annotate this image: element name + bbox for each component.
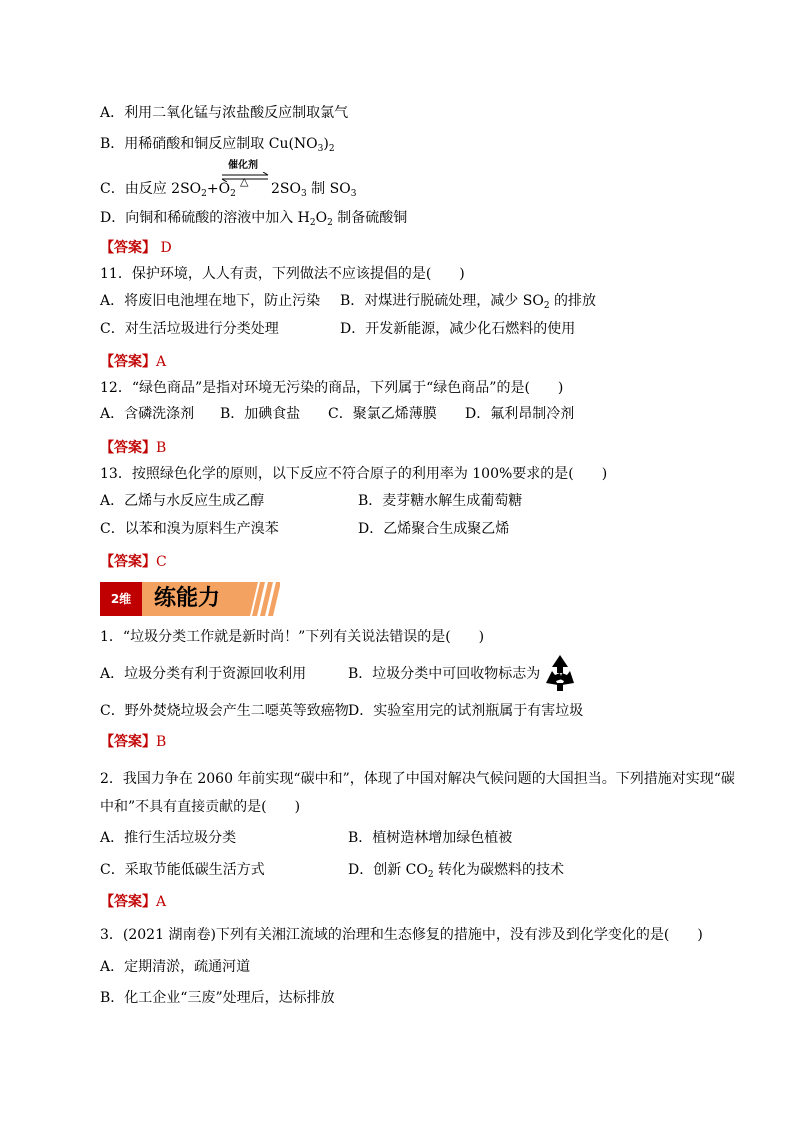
q12-answer: 【答案】B	[100, 440, 167, 456]
q13-option-d: D．乙烯聚合生成聚乙烯	[358, 521, 510, 537]
section-title: 练能力	[154, 586, 221, 611]
p2-answer: 【答案】A	[100, 894, 167, 910]
q12-option-b: B．加碘食盐	[220, 406, 301, 422]
section-banner	[100, 582, 280, 616]
p1-stem: 1．“垃圾分类工作就是新时尚！”下列有关说法错误的是( )	[100, 629, 485, 645]
q10-option-c-product: $2SO_3$ 制 $SO_3$	[271, 181, 357, 199]
q11-answer: 【答案】A	[100, 354, 167, 370]
p3-option-b: B．化工企业“三废”处理后，达标排放	[100, 990, 335, 1006]
section-badge: 2维	[100, 582, 142, 616]
p1-answer: 【答案】B	[100, 734, 167, 750]
p2-option-a: A．推行生活垃圾分类	[100, 830, 237, 846]
q10-option-c: C．由反应 $2SO_2+O_2$	[100, 181, 236, 199]
q13-stem: 13．按照绿色化学的原则，以下反应不符合原子的利用率为 100%要求的是( )	[100, 466, 608, 482]
p2-stem-line1: 2．我国力争在 2060 年前实现“碳中和”，体现了中国对解决气候问题的大国担当。下列措施对实现“碳	[100, 771, 735, 787]
p1-option-d: D．实验室用完的试剂瓶属于有害垃圾	[348, 703, 584, 719]
p3-stem: 3．(2021 湖南卷)下列有关湘江流域的治理和生态修复的措施中，没有涉及到化学变化的是( )	[100, 927, 703, 943]
q11-stem: 11．保护环境，人人有责，下列做法不应该提倡的是( )	[100, 266, 465, 282]
p2-option-c: C．采取节能低碳生活方式	[100, 862, 265, 878]
q12-stem: 12．“绿色商品”是指对环境无污染的商品，下列属于“绿色商品”的是( )	[100, 380, 564, 396]
q13-option-c: C．以苯和溴为原料生产溴苯	[100, 521, 279, 537]
recycle-mark-icon	[540, 653, 580, 693]
q12-option-a: A．含磷洗涤剂	[100, 406, 195, 422]
catalyst-label: 催化剂	[228, 160, 258, 171]
q10-answer: 【答案】 D	[100, 240, 172, 256]
p1-option-a: A．垃圾分类有利于资源回收利用	[100, 666, 307, 682]
p2-option-b: B．植树造林增加绿色植被	[348, 830, 513, 846]
q11-option-a: A．将废旧电池埋在地下，防止污染	[100, 293, 321, 309]
q10-option-d: D．向铜和稀硫酸的溶液中加入 $H_2O_2$ 制备硫酸铜	[100, 210, 408, 228]
p1-option-c: C．野外焚烧垃圾会产生二噁英等致癌物	[100, 703, 349, 719]
q11-option-d: D．开发新能源，减少化石燃料的使用	[340, 321, 576, 337]
section-band	[142, 582, 250, 616]
p2-option-d: D．创新 $CO_2$ 转化为碳燃料的技术	[348, 862, 565, 880]
p1-option-b: B．垃圾分类中可回收物标志为	[348, 666, 541, 682]
q10-option-b: B．用稀硝酸和铜反应制取 $Cu(NO_3)_2$	[100, 136, 335, 154]
q13-option-b: B．麦芽糖水解生成葡萄糖	[358, 493, 523, 509]
p2-stem-line2: 中和”不具有直接贡献的是( )	[100, 799, 301, 815]
q12-option-c: C．聚氯乙烯薄膜	[328, 406, 437, 422]
heat-symbol: △	[240, 175, 249, 188]
q12-option-d: D．氟利昂制冷剂	[465, 406, 575, 422]
stripes-decoration-icon	[250, 582, 280, 616]
q10-option-a: A．利用二氧化锰与浓盐酸反应制取氯气	[100, 105, 349, 121]
q11-option-b: B．对煤进行脱硫处理，减少 $SO_2$ 的排放	[340, 293, 596, 311]
q11-option-c: C．对生活垃圾进行分类处理	[100, 321, 279, 337]
p3-option-a: A．定期清淤，疏通河道	[100, 959, 251, 975]
q13-answer: 【答案】C	[100, 554, 167, 570]
q13-option-a: A．乙烯与水反应生成乙醇	[100, 493, 265, 509]
